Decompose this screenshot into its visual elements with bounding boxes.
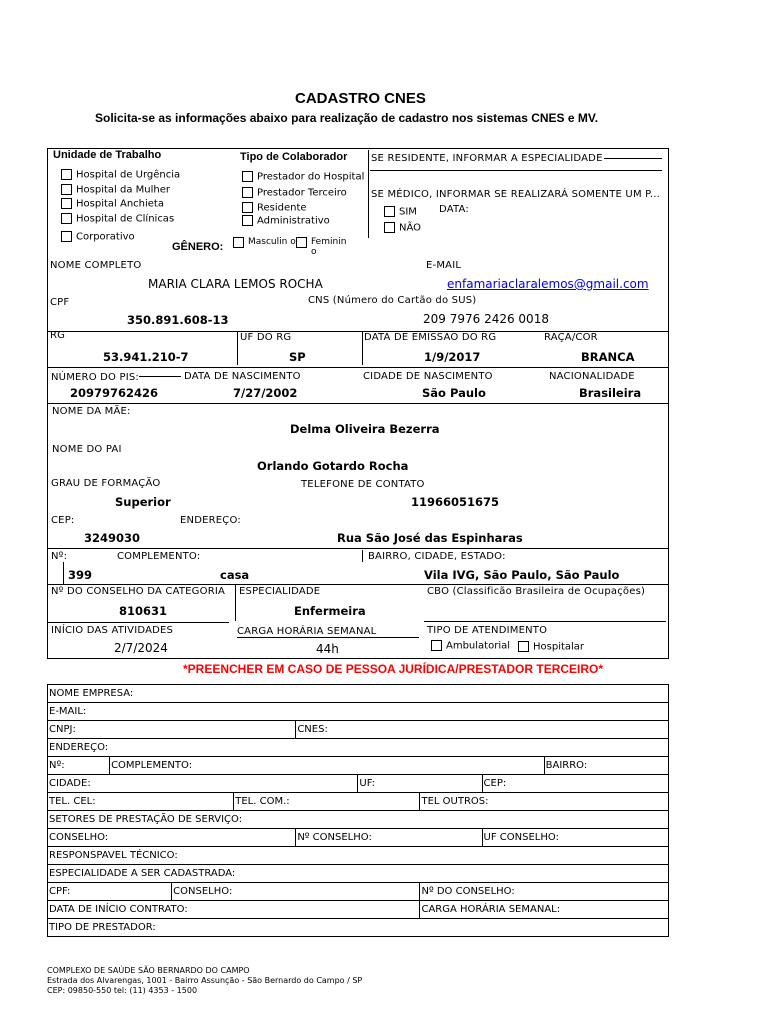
telefone-label: TELEFONE DE CONTATO (301, 479, 425, 490)
uf-rg-separator (237, 331, 238, 365)
pj-conselho2[interactable]: CONSELHO: (172, 883, 420, 901)
checkbox[interactable] (518, 641, 529, 652)
numero-value: 399 (68, 568, 93, 582)
mae-label: NOME DA MÃE: (52, 406, 131, 417)
pj-row (48, 883, 669, 901)
conselho-value: 810631 (119, 604, 168, 618)
cep-value: 3249030 (84, 531, 141, 545)
pis-label: NÚMERO DO PIS: (51, 372, 139, 383)
grau-value: Superior (115, 495, 171, 509)
checkbox[interactable] (296, 237, 307, 248)
checkbox[interactable] (384, 206, 395, 217)
pai-value: Orlando Gotardo Rocha (257, 459, 409, 473)
page-subtitle: Solicita-se as informações abaixo para realização de cadastro nos sistemas CNES e MV. (95, 111, 599, 125)
bairro-label: BAIRRO, CIDADE, ESTADO: (368, 551, 506, 562)
pj-row (48, 757, 669, 775)
endereco-value: Rua São José das Espinharas (337, 531, 523, 545)
nascimento-label: DATA DE NASCIMENTO (184, 371, 301, 382)
pj-email[interactable]: E-MAIL: (48, 703, 669, 721)
footer-line-2: Estrada dos Alvarengas, 1001 - Bairro Assunção - São Bernardo do Campo / SP (47, 976, 363, 985)
numero-row-border (47, 548, 669, 549)
pj-carga[interactable]: CARGA HORÁRIA SEMANAL: (420, 901, 669, 919)
checkbox[interactable] (233, 237, 244, 248)
conselho-label: Nº DO CONSELHO DA CATEGORIA (51, 586, 226, 597)
pj-row (48, 919, 669, 937)
colaborador-option-prestador-hospital[interactable]: Prestador do Hospital (242, 171, 364, 183)
colaborador-option-prestador-terceiro[interactable]: Prestador Terceiro (242, 187, 347, 199)
nacionalidade-label: NACIONALIDADE (549, 371, 635, 382)
inicio-label: INÍCIO DAS ATIVIDADES (51, 625, 174, 636)
colaborador-option-administrativo[interactable]: Administrativo (242, 215, 330, 227)
rg-value: 53.941.210-7 (103, 350, 189, 364)
checkbox[interactable] (242, 187, 253, 198)
inicio-row-border (47, 622, 229, 623)
pj-uf-conselho[interactable]: UF CONSELHO: (482, 829, 668, 847)
email-value[interactable]: enfamariaclaralemos@gmail.com (447, 277, 649, 291)
checkbox[interactable] (61, 213, 72, 224)
bairro-separator (362, 550, 363, 562)
pj-row (48, 865, 669, 883)
uf-rg-label: UF DO RG (240, 332, 292, 343)
colaborador-option-residente[interactable]: Residente (242, 202, 307, 214)
pj-n-conselho[interactable]: Nº CONSELHO: (296, 829, 482, 847)
checkbox[interactable] (61, 184, 72, 195)
pj-setores[interactable]: SETORES DE PRESTAÇÃO DE SERVIÇO: (48, 811, 669, 829)
checkbox[interactable] (61, 231, 72, 242)
unidade-option-urgencia[interactable]: Hospital de Urgência (61, 169, 180, 181)
cep-label: CEP: (51, 515, 75, 526)
form-bottom-border (47, 658, 669, 659)
pj-data-inicio[interactable]: DATA DE INÍCIO CONTRATO: (48, 901, 420, 919)
mae-value: Delma Oliveira Bezerra (290, 422, 440, 436)
atendimento-label: TIPO DE ATENDIMENTO (427, 625, 548, 636)
nome-completo-value: MARIA CLARA LEMOS ROCHA (148, 277, 323, 291)
pj-cpf[interactable]: CPF: (48, 883, 172, 901)
emissao-separator (362, 331, 363, 365)
pj-row (48, 829, 669, 847)
nascimento-value: 7/27/2002 (233, 386, 298, 400)
carga-value: 44h (316, 642, 339, 656)
especialidade-value: Enfermeira (294, 604, 366, 618)
colaborador-label: Tipo de Colaborador (240, 151, 348, 163)
pj-table (47, 684, 669, 937)
cbo-underline (424, 621, 666, 622)
checkbox[interactable] (431, 640, 442, 651)
checkbox[interactable] (242, 171, 253, 182)
pj-tel-outros[interactable]: TEL OUTROS: (420, 793, 669, 811)
pj-row (48, 793, 669, 811)
pj-tel-com[interactable]: TEL. COM.: (234, 793, 420, 811)
pj-row (48, 775, 669, 793)
carga-line (237, 637, 419, 638)
complemento-label: COMPLEMENTO: (117, 551, 201, 562)
emissao-label: DATA DE EMISSÃO DO RG (364, 332, 497, 343)
pj-row (48, 685, 669, 703)
conselho-row-border (47, 584, 669, 585)
pj-row (48, 721, 669, 739)
pj-cidade[interactable]: CIDADE: (48, 775, 358, 793)
genero-masculino-option[interactable]: Masculin o (233, 237, 298, 257)
residente-separator (368, 150, 369, 238)
cns-label: CNS (Número do Cartão do SUS) (308, 295, 477, 306)
cidade-nasc-value: São Paulo (422, 386, 486, 400)
unidade-option-corporativo[interactable]: Corporativo (61, 231, 135, 243)
genero-label: GÊNERO: (172, 241, 224, 253)
pj-row (48, 847, 669, 865)
pj-row (48, 703, 669, 721)
uf-rg-value: SP (289, 350, 306, 364)
bairro-value: Vila IVG, São Paulo, São Paulo (424, 568, 620, 582)
cpf-value: 350.891.608-13 (127, 313, 229, 327)
especialidade-separator (235, 585, 236, 621)
pis-row-border (47, 367, 669, 368)
checkbox[interactable] (242, 215, 253, 226)
grau-label: GRAU DE FORMAÇÃO (51, 478, 161, 489)
medico-sim-option[interactable]: SIM (384, 206, 417, 218)
residente-underline (370, 170, 662, 171)
emissao-value: 1/9/2017 (424, 350, 481, 364)
pj-responsavel[interactable]: RESPONSPAVEL TÉCNICO: (48, 847, 669, 865)
pj-uf[interactable]: UF: (358, 775, 482, 793)
footer-line-3: CEP: 09850-550 tel: (11) 4353 - 1500 (47, 986, 198, 995)
pj-row (48, 811, 669, 829)
pj-row (48, 739, 669, 757)
unidade-option-anchieta[interactable]: Hospital Anchieta (61, 198, 164, 210)
numero-label: Nº: (51, 551, 68, 562)
cidade-nasc-label: CIDADE DE NASCIMENTO (363, 371, 493, 382)
carga-label: CARGA HORÁRIA SEMANAL (237, 626, 377, 637)
nacionalidade-value: Brasileira (579, 386, 642, 400)
medico-label: SE MÉDICO, INFORMAR SE REALIZARÁ SOMENTE UM P... (371, 189, 660, 200)
numero-separator (63, 562, 64, 584)
cpf-label: CPF (50, 297, 70, 308)
raca-label: RAÇA/COR (544, 332, 598, 343)
pis-line (139, 376, 181, 377)
checkbox[interactable] (242, 202, 253, 213)
residente-label: SE RESIDENTE, INFORMAR A ESPECIALIDADE (371, 153, 603, 164)
pj-row (48, 901, 669, 919)
cbo-label: CBO (Classificão Brasileira de Ocupações) (427, 586, 646, 597)
unidade-option-mulher[interactable]: Hospital da Mulher (61, 184, 170, 196)
checkbox[interactable] (384, 222, 395, 233)
nome-completo-label: NOME COMPLETO (50, 260, 142, 271)
pj-endereco[interactable]: ENDEREÇO: (48, 739, 669, 757)
pj-cnes[interactable]: CNES: (296, 721, 669, 739)
pj-nome-empresa[interactable]: NOME EMPRESA: (48, 685, 669, 703)
atendimento-hospitalar-option[interactable]: Hospitalar (518, 641, 584, 653)
page-title: CADASTRO CNES (295, 90, 426, 107)
complemento-value: casa (220, 568, 250, 582)
residente-line (604, 158, 662, 159)
pj-complemento[interactable]: COMPLEMENTO: (110, 757, 545, 775)
checkbox[interactable] (61, 169, 72, 180)
pj-conselho[interactable]: CONSELHO: (48, 829, 296, 847)
pj-n-do-conselho[interactable]: Nº DO CONSELHO: (420, 883, 669, 901)
pj-notice: *PREENCHER EM CASO DE PESSOA JURÍDICA/PRESTADOR TERCEIRO* (183, 662, 604, 676)
pj-numero[interactable]: Nº: (48, 757, 110, 775)
genero-feminino-option[interactable]: Feminin o (296, 237, 351, 257)
inicio-value: 2/7/2024 (114, 641, 168, 655)
pj-tipo[interactable]: TIPO DE PRESTADOR: (48, 919, 669, 937)
cns-value: 209 7976 2426 0018 (423, 312, 549, 326)
footer-line-1: COMPLEXO DE SAÚDE SÃO BERNARDO DO CAMPO (47, 966, 250, 975)
rg-label: RG (50, 330, 66, 341)
unidade-option-clinicas[interactable]: Hospital de Clínicas (61, 213, 174, 225)
unidade-label: Unidade de Trabalho (53, 149, 162, 161)
atendimento-ambulatorial-option[interactable]: Ambulatorial (431, 640, 510, 652)
pj-especialidade[interactable]: ESPECIALIDADE A SER CADASTRADA: (48, 865, 669, 883)
telefone-value: 11966051675 (411, 495, 500, 509)
checkbox[interactable] (61, 198, 72, 209)
endereco-label: ENDEREÇO: (180, 515, 241, 526)
medico-data-label: DATA: (439, 204, 469, 215)
pj-bairro[interactable]: BAIRRO: (544, 757, 668, 775)
pj-cnpj[interactable]: CNPJ: (48, 721, 296, 739)
pai-label: NOME DO PAI (52, 444, 122, 455)
pj-tel-cel[interactable]: TEL. CEL: (48, 793, 234, 811)
pj-cep[interactable]: CEP: (482, 775, 668, 793)
medico-nao-option[interactable]: NÃO (384, 222, 421, 234)
especialidade-label: ESPECIALIDADE (239, 586, 321, 597)
pis-value: 20979762426 (70, 386, 159, 400)
email-label: E-MAIL (426, 260, 462, 271)
mae-row-border (47, 403, 669, 404)
raca-value: BRANCA (581, 350, 635, 364)
